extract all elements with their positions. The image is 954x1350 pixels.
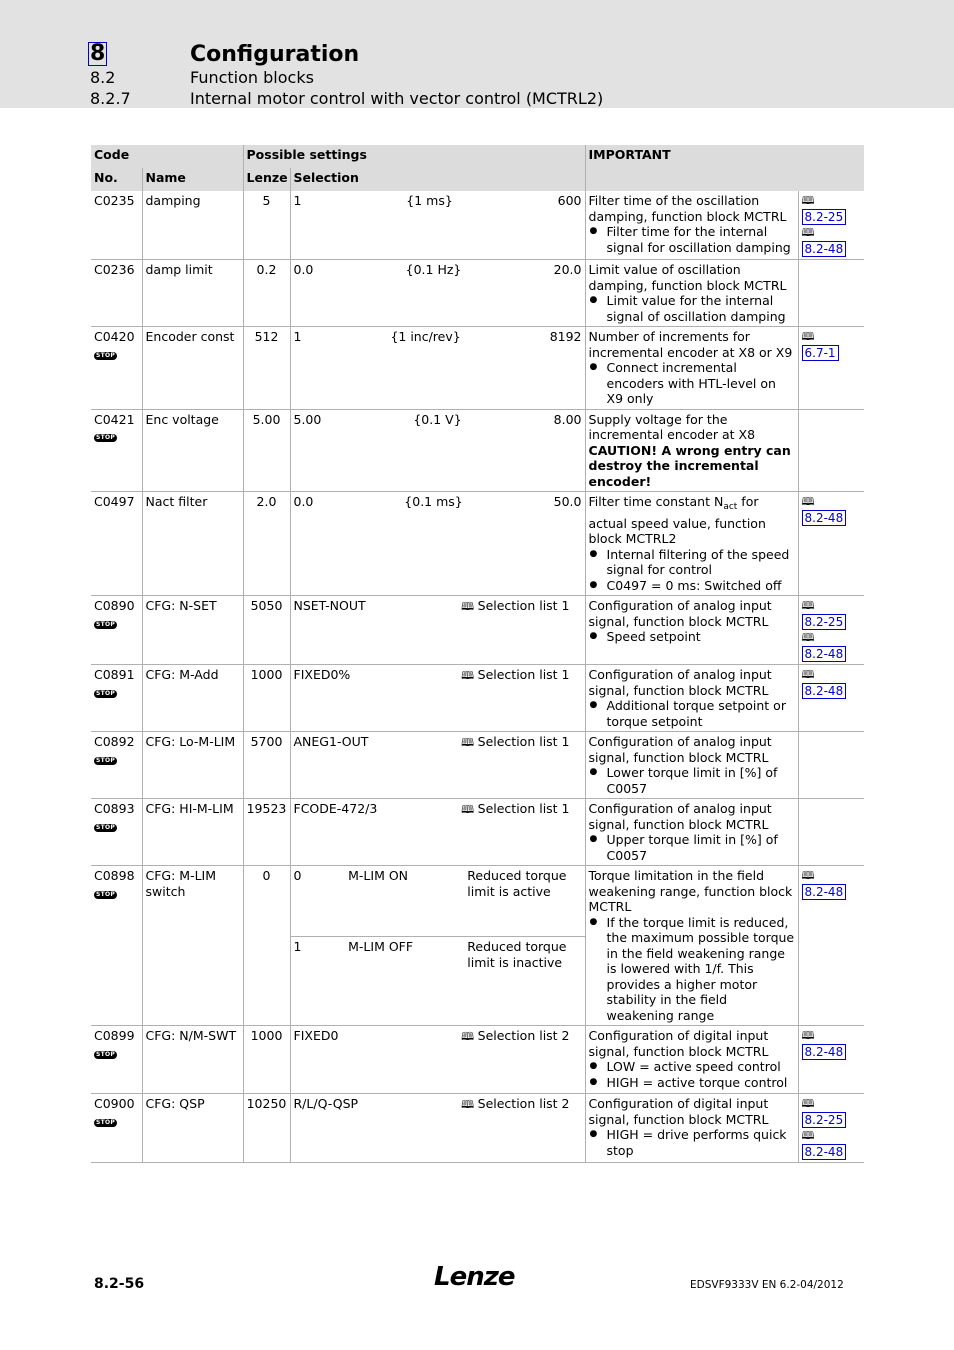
book-icon: 🕮 bbox=[801, 194, 815, 207]
code-name: damping bbox=[145, 193, 201, 208]
important-cell bbox=[585, 492, 798, 596]
lenze-default: 0 bbox=[262, 868, 271, 883]
selection-row bbox=[294, 1096, 582, 1113]
table-row bbox=[91, 665, 864, 732]
code-number: C0890 bbox=[94, 598, 135, 613]
header-code: Code bbox=[91, 145, 243, 168]
lenze-default: 19523 bbox=[246, 801, 287, 816]
bullet-item: ● Speed setpoint bbox=[607, 629, 795, 645]
bullet-item: ● Upper torque limit in [%] of C0057 bbox=[607, 832, 795, 863]
range-min: 5.00 bbox=[293, 411, 322, 427]
important-text: Supply voltage for the incremental encoder at X8 bbox=[588, 411, 756, 442]
code-cell bbox=[91, 1026, 142, 1094]
book-icon: 🕮 bbox=[461, 1098, 478, 1111]
subsection-title: Internal motor control with vector control (MCTRL2) bbox=[190, 89, 604, 108]
lenze-cell bbox=[243, 866, 290, 1026]
selection-row bbox=[294, 1028, 582, 1045]
subsection-number: 8.2.7 bbox=[90, 89, 131, 108]
bullet-list bbox=[589, 293, 795, 324]
bullet-item: ● If the torque limit is reduced, the maximum possible torque in the field weakening range is lowered with 1/f. This provides a higher motor stability in the field weakening range bbox=[607, 915, 795, 1024]
lenze-default: 5 bbox=[262, 193, 271, 208]
selection-cell bbox=[290, 492, 585, 596]
page-reference bbox=[802, 225, 862, 257]
code-number: C0420 bbox=[94, 329, 135, 344]
selection-range bbox=[294, 494, 582, 510]
code-number: C0900 bbox=[94, 1096, 135, 1111]
code-cell bbox=[91, 191, 142, 260]
reference-link[interactable]: 8.2-48 bbox=[802, 1144, 847, 1160]
book-icon: 🕮 bbox=[801, 668, 815, 681]
section-title: Function blocks bbox=[190, 68, 314, 87]
code-cell bbox=[91, 1094, 142, 1163]
range-max: 600 bbox=[557, 193, 582, 208]
selection-cell bbox=[290, 327, 585, 410]
selection-list-label: Selection list 2 bbox=[477, 1028, 570, 1043]
book-icon: 🕮 bbox=[801, 330, 815, 343]
selection-default: FCODE-472/3 bbox=[293, 801, 378, 816]
important-cell bbox=[585, 732, 798, 799]
table-body bbox=[91, 191, 864, 1163]
selection-list-label: Selection list 1 bbox=[477, 801, 570, 816]
table-row bbox=[91, 191, 864, 260]
selection-option bbox=[291, 937, 585, 1003]
name-cell bbox=[142, 732, 243, 799]
selection-cell bbox=[290, 409, 585, 492]
table-row bbox=[91, 492, 864, 596]
lenze-cell bbox=[243, 665, 290, 732]
lenze-cell bbox=[243, 732, 290, 799]
selection-row bbox=[294, 801, 582, 818]
important-text: Configuration of digital input signal, function block MCTRL bbox=[588, 1096, 769, 1127]
option-description: Reduced torque limit is inactive bbox=[467, 939, 567, 970]
code-number: C0236 bbox=[94, 262, 135, 277]
header-selection: Selection bbox=[290, 168, 585, 191]
range-unit: {1 ms} bbox=[406, 193, 453, 208]
code-name: Encoder const bbox=[145, 329, 235, 344]
reference-cell bbox=[798, 1026, 864, 1094]
bullet-list bbox=[589, 547, 795, 594]
code-cell bbox=[91, 260, 142, 327]
section-number: 8.2 bbox=[90, 68, 116, 87]
reference-link[interactable]: 8.2-48 bbox=[802, 510, 847, 526]
code-name: damp limit bbox=[145, 262, 213, 277]
code-number: C0898 bbox=[94, 868, 135, 883]
table-row bbox=[91, 596, 864, 665]
selection-list-ref[interactable] bbox=[461, 1028, 581, 1045]
range-max: 8.00 bbox=[553, 411, 582, 427]
lenze-cell bbox=[243, 799, 290, 866]
name-cell bbox=[142, 327, 243, 410]
table-row bbox=[91, 799, 864, 866]
name-cell bbox=[142, 866, 243, 1026]
lenze-cell bbox=[243, 260, 290, 327]
code-cell bbox=[91, 732, 142, 799]
book-icon: 🕮 bbox=[461, 600, 478, 613]
important-text-post: for actual speed value, function block MCTRL2 bbox=[588, 494, 766, 546]
bullet-list bbox=[589, 224, 795, 255]
lenze-cell bbox=[243, 492, 290, 596]
code-number: C0497 bbox=[94, 494, 135, 509]
book-icon: 🕮 bbox=[801, 495, 815, 508]
selection-default: R/L/Q-QSP bbox=[293, 1096, 359, 1111]
name-cell bbox=[142, 409, 243, 492]
lenze-logo: Lenze bbox=[434, 1262, 515, 1292]
book-icon: 🕮 bbox=[461, 1030, 478, 1043]
table-row bbox=[91, 260, 864, 327]
book-icon: 🕮 bbox=[801, 1097, 815, 1110]
option-name: M-LIM ON bbox=[348, 868, 409, 883]
lenze-default: 1000 bbox=[250, 667, 283, 682]
stop-icon: STOP bbox=[96, 756, 116, 764]
selection-cell bbox=[290, 866, 585, 1026]
page-reference bbox=[802, 630, 862, 662]
page-reference bbox=[802, 868, 862, 900]
selection-cell bbox=[290, 260, 585, 327]
bullet-item: ● LOW = active speed control bbox=[607, 1059, 795, 1075]
range-min: 1 bbox=[293, 329, 302, 344]
range-unit: {1 inc/rev} bbox=[390, 329, 461, 344]
code-name: CFG: N/M-SWT bbox=[145, 1028, 237, 1043]
important-subscript: act bbox=[723, 502, 738, 512]
selection-default: FIXED0 bbox=[293, 1028, 339, 1043]
book-icon: 🕮 bbox=[801, 599, 815, 612]
lenze-cell bbox=[243, 409, 290, 492]
name-cell bbox=[142, 799, 243, 866]
code-number: C0421 bbox=[94, 411, 135, 427]
range-max: 8192 bbox=[549, 329, 582, 344]
reference-cell bbox=[798, 327, 864, 410]
lenze-default: 5700 bbox=[250, 734, 283, 749]
important-text-pre: Filter time constant N bbox=[588, 494, 724, 509]
code-name: Enc voltage bbox=[145, 411, 219, 427]
important-cell bbox=[585, 1026, 798, 1094]
reference-link[interactable]: 8.2-48 bbox=[802, 1044, 847, 1060]
important-cell bbox=[585, 409, 798, 492]
header-no: No. bbox=[91, 168, 142, 191]
header-important: IMPORTANT bbox=[585, 145, 864, 191]
selection-list-ref[interactable] bbox=[461, 801, 581, 818]
code-cell bbox=[91, 665, 142, 732]
important-text: Configuration of digital input signal, function block MCTRL bbox=[588, 1028, 769, 1059]
code-name: CFG: HI-M-LIM bbox=[145, 801, 234, 816]
document-id: EDSVF9333V EN 6.2-04/2012 bbox=[690, 1279, 844, 1291]
bullet-list bbox=[589, 765, 795, 796]
selection-range bbox=[294, 193, 582, 209]
lenze-default: 1000 bbox=[250, 1028, 283, 1043]
page-reference bbox=[802, 598, 862, 630]
bullet-item: ● Additional torque setpoint or torque setpoint bbox=[607, 698, 795, 729]
table-header-row-1 bbox=[91, 145, 864, 168]
code-number: C0892 bbox=[94, 734, 135, 749]
code-cell bbox=[91, 866, 142, 1026]
selection-range bbox=[294, 262, 582, 278]
important-text: Configuration of analog input signal, function block MCTRL bbox=[588, 734, 772, 765]
book-icon: 🕮 bbox=[801, 1029, 815, 1042]
stop-icon: STOP bbox=[96, 620, 116, 628]
selection-list-ref[interactable] bbox=[461, 1096, 581, 1113]
lenze-default: 5050 bbox=[250, 598, 283, 613]
reference-cell bbox=[798, 191, 864, 260]
name-cell bbox=[142, 665, 243, 732]
reference-cell bbox=[798, 799, 864, 866]
reference-cell bbox=[798, 732, 864, 799]
lenze-default: 512 bbox=[254, 329, 279, 344]
book-icon: 🕮 bbox=[801, 869, 815, 882]
range-unit: {0.1 Hz} bbox=[405, 262, 462, 277]
selection-cell bbox=[290, 732, 585, 799]
lenze-default: 10250 bbox=[246, 1096, 287, 1111]
bullet-list bbox=[589, 360, 795, 407]
important-text bbox=[589, 494, 795, 547]
page-reference bbox=[802, 667, 862, 699]
lenze-default: 2.0 bbox=[256, 494, 277, 509]
book-icon: 🕮 bbox=[801, 1129, 815, 1142]
reference-link[interactable]: 8.2-48 bbox=[802, 241, 847, 257]
lenze-default: 0.2 bbox=[256, 262, 277, 277]
chapter-number[interactable]: 8 bbox=[90, 41, 106, 66]
range-unit: {0.1 V} bbox=[413, 411, 462, 427]
table-row bbox=[91, 327, 864, 410]
bullet-item: ● Filter time for the internal signal for oscillation damping bbox=[607, 224, 795, 255]
code-cell bbox=[91, 799, 142, 866]
range-min: 1 bbox=[293, 193, 302, 208]
code-table bbox=[91, 145, 864, 1163]
table-row bbox=[91, 1094, 864, 1163]
selection-row bbox=[294, 734, 582, 751]
lenze-cell bbox=[243, 191, 290, 260]
range-max: 50.0 bbox=[553, 494, 582, 509]
range-unit: {0.1 ms} bbox=[404, 494, 463, 509]
stop-icon: STOP bbox=[96, 823, 116, 831]
code-name: CFG: Lo-M-LIM bbox=[145, 734, 236, 749]
bullet-list bbox=[589, 1059, 795, 1090]
book-icon: 🕮 bbox=[461, 736, 478, 749]
selection-cell bbox=[290, 191, 585, 260]
selection-cell bbox=[290, 1094, 585, 1163]
important-cell bbox=[585, 596, 798, 665]
code-cell bbox=[91, 492, 142, 596]
reference-link[interactable]: 8.2-48 bbox=[802, 683, 847, 699]
selection-default: FIXED0% bbox=[293, 667, 351, 682]
name-cell bbox=[142, 1094, 243, 1163]
stop-icon: STOP bbox=[96, 1118, 116, 1126]
important-cell bbox=[585, 191, 798, 260]
reference-link[interactable]: 6.7-1 bbox=[802, 345, 839, 361]
option-value: 1 bbox=[293, 939, 302, 954]
selection-list-ref[interactable] bbox=[461, 734, 581, 751]
stop-icon: STOP bbox=[96, 890, 116, 898]
header-lenze: Lenze bbox=[243, 168, 290, 191]
reference-link[interactable]: 8.2-25 bbox=[802, 209, 847, 225]
important-text: Number of increments for incremental encoder at X8 or X9 bbox=[588, 329, 793, 360]
bullet-list bbox=[589, 698, 795, 729]
selection-range bbox=[294, 329, 582, 345]
code-name: CFG: M-LIM switch bbox=[145, 868, 217, 899]
book-icon: 🕮 bbox=[801, 226, 815, 239]
code-cell bbox=[91, 596, 142, 665]
option-name: M-LIM OFF bbox=[348, 939, 414, 954]
lenze-cell bbox=[243, 1094, 290, 1163]
table-row bbox=[91, 866, 864, 1026]
stop-icon: STOP bbox=[96, 1050, 116, 1058]
code-number: C0893 bbox=[94, 801, 135, 816]
bullet-item: ● HIGH = active torque control bbox=[607, 1075, 795, 1091]
chapter-title: Configuration bbox=[190, 42, 360, 67]
book-icon: 🕮 bbox=[461, 669, 478, 682]
page-number: 8.2-56 bbox=[94, 1276, 145, 1292]
reference-link[interactable]: 8.2-48 bbox=[802, 884, 847, 900]
important-text: Configuration of analog input signal, function block MCTRL bbox=[588, 598, 772, 629]
bullet-item: ● Limit value for the internal signal of oscillation damping bbox=[607, 293, 795, 324]
bullet-list bbox=[589, 629, 795, 645]
name-cell bbox=[142, 596, 243, 665]
bullet-item: ● HIGH = drive performs quick stop bbox=[607, 1127, 795, 1158]
reference-link[interactable]: 8.2-25 bbox=[802, 1112, 847, 1128]
code-number: C0891 bbox=[94, 667, 135, 682]
important-text: Configuration of analog input signal, function block MCTRL bbox=[588, 667, 772, 698]
book-icon: 🕮 bbox=[461, 803, 478, 816]
reference-cell bbox=[798, 665, 864, 732]
important-cell bbox=[585, 866, 798, 1026]
important-text: Limit value of oscillation damping, function block MCTRL bbox=[588, 262, 787, 293]
option-value: 0 bbox=[293, 868, 302, 883]
lenze-default: 5.00 bbox=[252, 411, 281, 427]
header-possible-settings: Possible settings bbox=[243, 145, 585, 168]
bullet-item: ● Internal filtering of the speed signal for control bbox=[607, 547, 795, 578]
range-min: 0.0 bbox=[293, 262, 314, 277]
page-reference bbox=[802, 494, 862, 526]
table-row bbox=[91, 409, 864, 492]
reference-cell bbox=[798, 409, 864, 492]
reference-cell bbox=[798, 596, 864, 665]
stop-icon: STOP bbox=[96, 434, 116, 441]
important-cell bbox=[585, 260, 798, 327]
important-cell bbox=[585, 799, 798, 866]
header-name: Name bbox=[142, 168, 243, 191]
reference-link[interactable]: 8.2-25 bbox=[802, 614, 847, 630]
important-cell bbox=[585, 1094, 798, 1163]
code-name: CFG: QSP bbox=[145, 1096, 205, 1111]
selection-row bbox=[294, 598, 582, 615]
selection-row bbox=[294, 667, 582, 684]
lenze-cell bbox=[243, 596, 290, 665]
bullet-item: ● Lower torque limit in [%] of C0057 bbox=[607, 765, 795, 796]
page-reference bbox=[802, 1028, 862, 1060]
lenze-cell bbox=[243, 327, 290, 410]
selection-list-label: Selection list 2 bbox=[477, 1096, 570, 1111]
name-cell bbox=[142, 492, 243, 596]
code-name: CFG: N-SET bbox=[145, 598, 217, 613]
selection-option bbox=[291, 866, 585, 937]
table-row bbox=[91, 732, 864, 799]
name-cell bbox=[142, 191, 243, 260]
selection-cell bbox=[290, 1026, 585, 1094]
code-name: Nact filter bbox=[145, 494, 208, 509]
reference-cell bbox=[798, 866, 864, 1026]
selection-range bbox=[294, 412, 582, 428]
selection-cell bbox=[290, 665, 585, 732]
bullet-item: ● C0497 = 0 ms: Switched off bbox=[607, 578, 795, 594]
reference-link[interactable]: 8.2-48 bbox=[802, 646, 847, 662]
important-text: Configuration of analog input signal, function block MCTRL bbox=[588, 801, 772, 832]
stop-icon: STOP bbox=[96, 689, 116, 697]
code-cell bbox=[91, 409, 142, 492]
code-name: CFG: M-Add bbox=[145, 667, 219, 682]
bullet-list bbox=[589, 832, 795, 863]
page-reference bbox=[802, 329, 862, 361]
selection-default: NSET-NOUT bbox=[293, 598, 366, 613]
range-min: 0.0 bbox=[293, 494, 314, 509]
page-reference bbox=[802, 1128, 862, 1160]
bullet-list bbox=[589, 1127, 795, 1158]
selection-cell bbox=[290, 596, 585, 665]
important-warning: CAUTION! A wrong entry can destroy the incremental encoder! bbox=[588, 442, 791, 489]
selection-cell bbox=[290, 799, 585, 866]
table-row bbox=[91, 1026, 864, 1094]
range-max: 20.0 bbox=[553, 262, 582, 277]
selection-list-ref[interactable] bbox=[461, 667, 581, 684]
book-icon: 🕮 bbox=[801, 631, 815, 644]
stop-icon: STOP bbox=[96, 351, 116, 359]
important-text: Torque limitation in the field weakening range, function block MCTRL bbox=[588, 868, 793, 914]
bullet-list bbox=[589, 915, 795, 1024]
reference-cell bbox=[798, 260, 864, 327]
option-description: Reduced torque limit is active bbox=[467, 868, 567, 899]
selection-list-ref[interactable] bbox=[461, 598, 581, 615]
reference-cell bbox=[798, 1094, 864, 1163]
lenze-cell bbox=[243, 1026, 290, 1094]
code-number: C0235 bbox=[94, 193, 135, 208]
reference-cell bbox=[798, 492, 864, 596]
important-cell bbox=[585, 665, 798, 732]
page-reference bbox=[802, 1096, 862, 1128]
selection-list-label: Selection list 1 bbox=[477, 667, 570, 682]
selection-default: ANEG1-OUT bbox=[293, 734, 369, 749]
page-reference bbox=[802, 193, 862, 225]
name-cell bbox=[142, 1026, 243, 1094]
important-text: Filter time of the oscillation damping, function block MCTRL bbox=[588, 193, 787, 224]
selection-list-label: Selection list 1 bbox=[477, 598, 570, 613]
bullet-item: ● Connect incremental encoders with HTL-level on X9 only bbox=[607, 360, 795, 407]
selection-list-label: Selection list 1 bbox=[477, 734, 570, 749]
code-cell bbox=[91, 327, 142, 410]
important-cell bbox=[585, 327, 798, 410]
name-cell bbox=[142, 260, 243, 327]
code-number: C0899 bbox=[94, 1028, 135, 1043]
